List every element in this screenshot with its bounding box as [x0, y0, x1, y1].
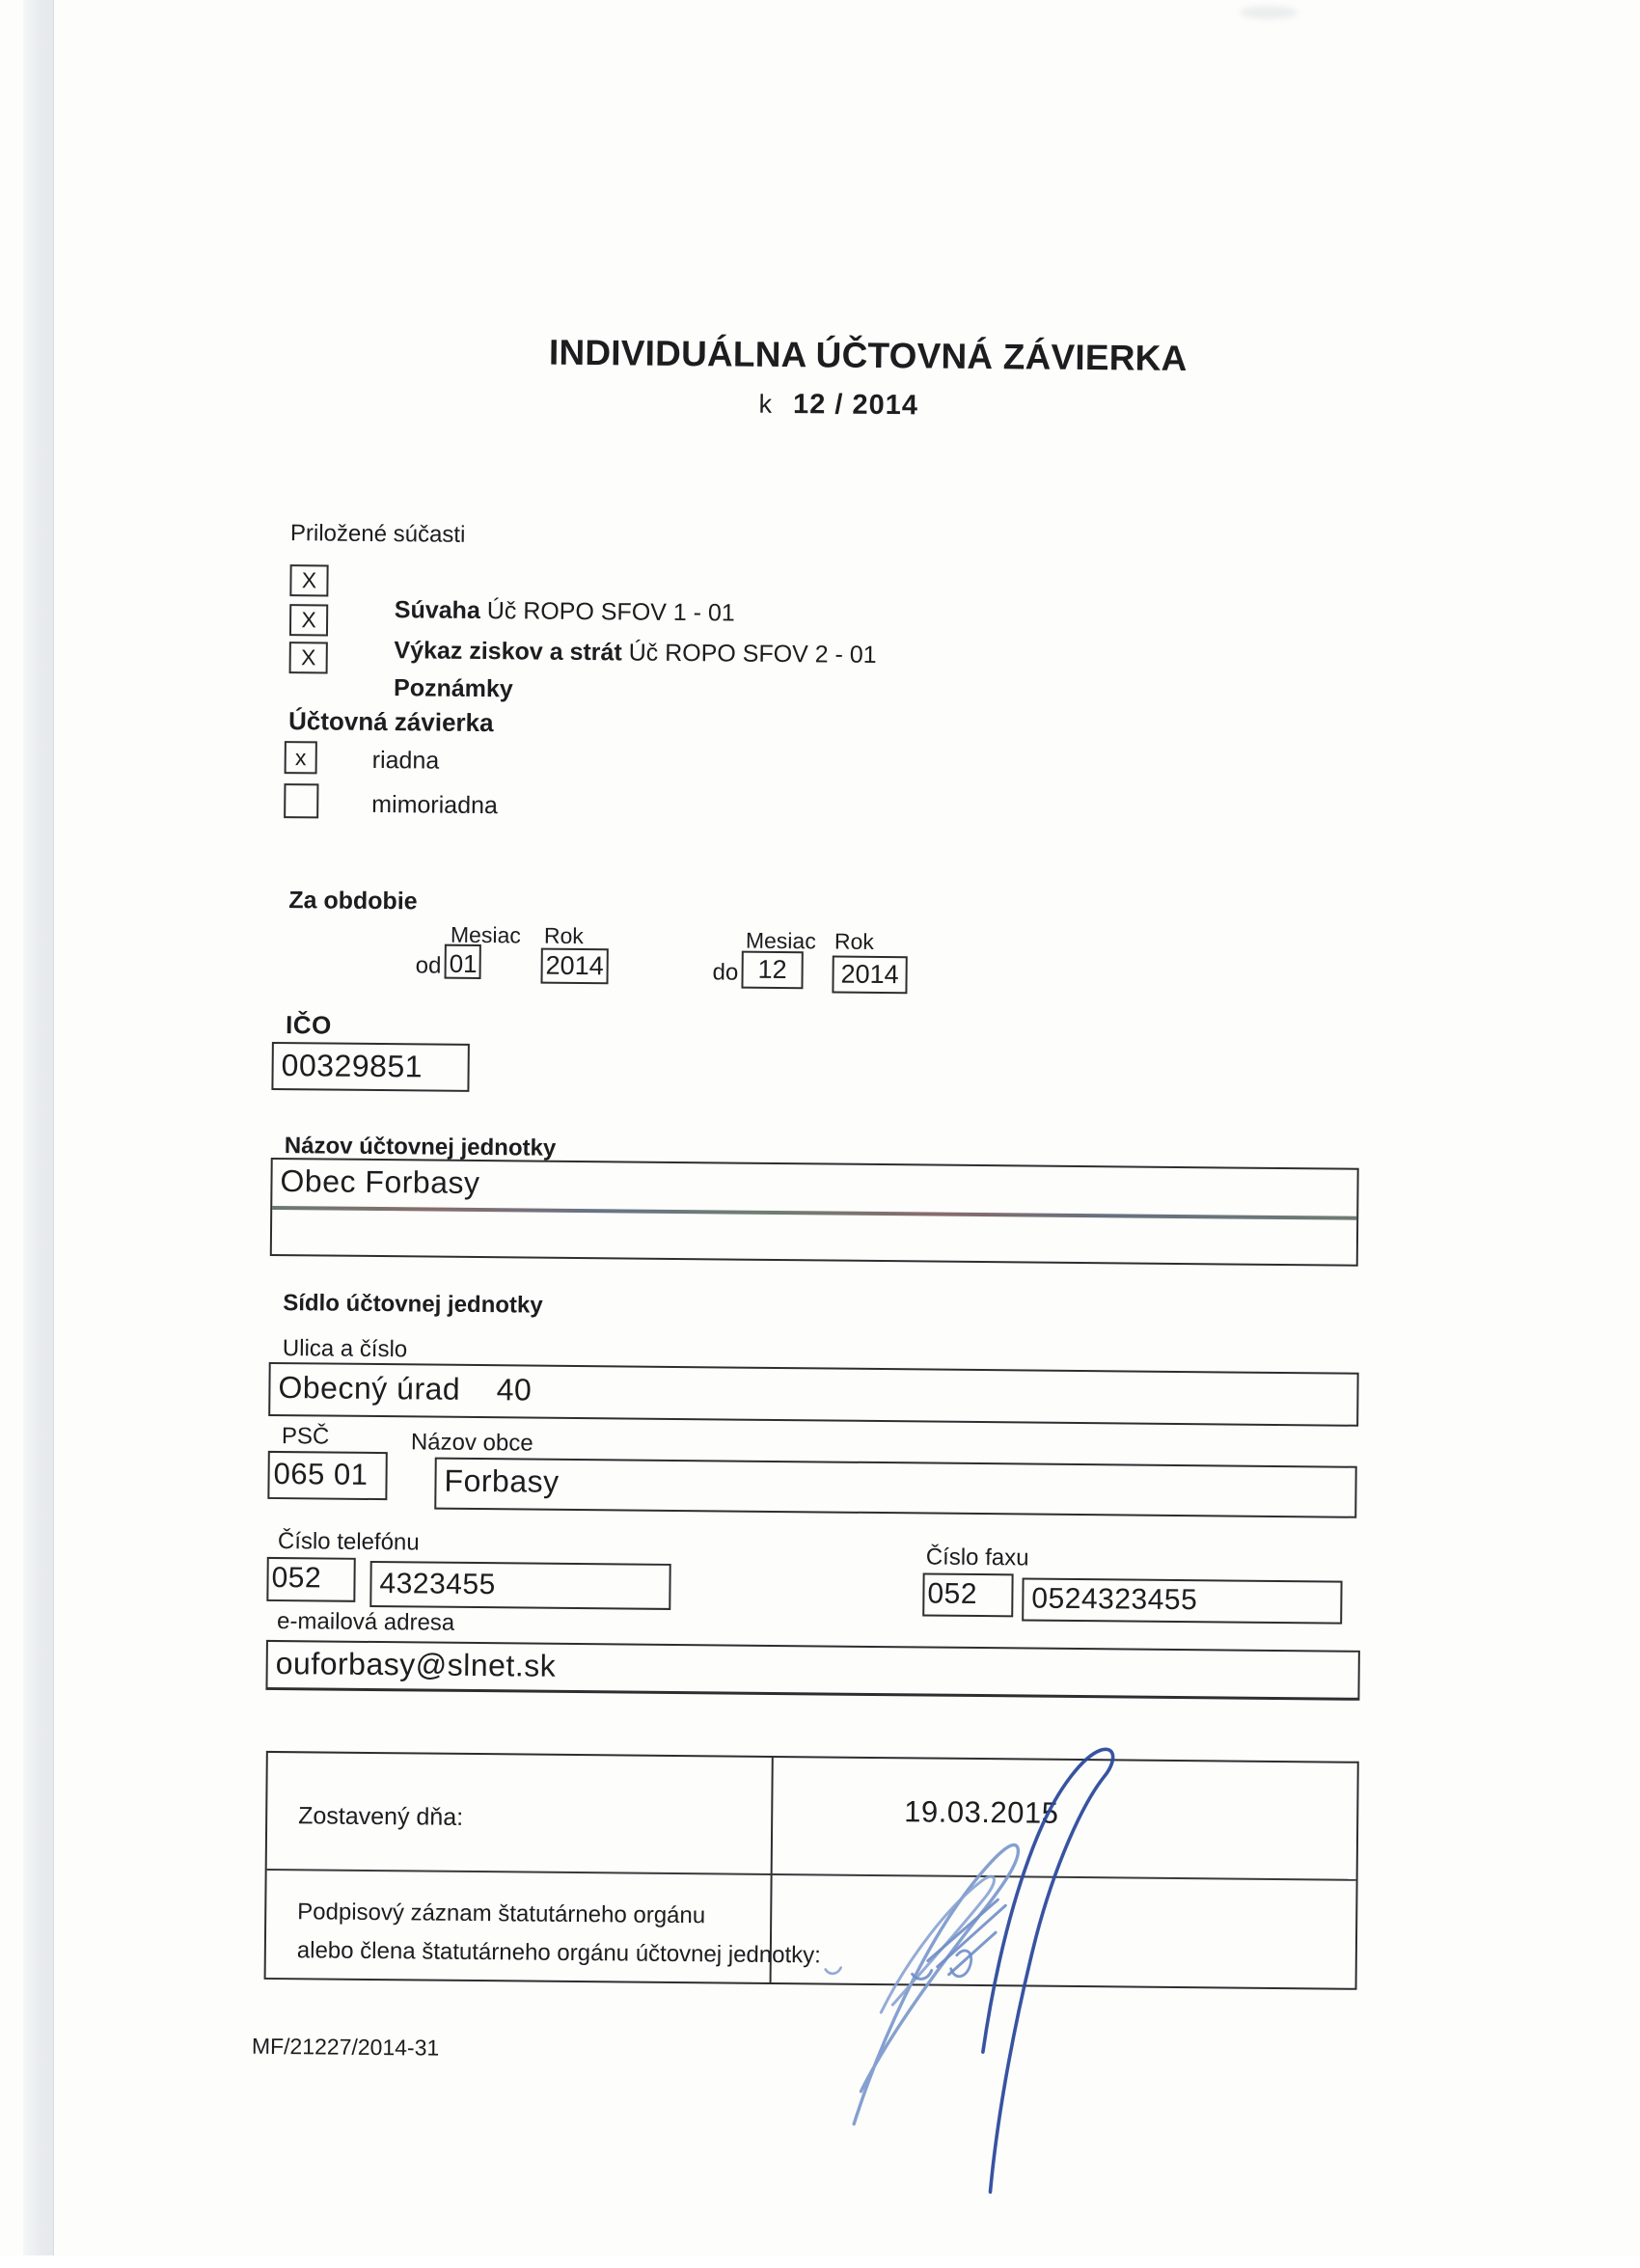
fax-prefix-value: 052: [924, 1574, 1011, 1609]
phone-number-field[interactable]: [369, 1561, 670, 1610]
period-to-month-label: Mesiac: [746, 929, 816, 954]
period-to-month-value: 12: [757, 955, 786, 985]
zip-field[interactable]: [267, 1451, 387, 1500]
phone-label: Číslo telefónu: [278, 1529, 420, 1556]
page-title: INDIVIDUÁLNA ÚČTOVNÁ ZÁVIERKA: [289, 330, 1447, 382]
period-to-month-field[interactable]: [741, 951, 803, 990]
attachment-name: Výkaz ziskov a strát: [394, 637, 622, 666]
checkbox-suvaha[interactable]: [289, 564, 328, 596]
period-value: 12 / 2014: [793, 389, 918, 421]
entity-name-field[interactable]: [270, 1158, 1359, 1267]
email-label: e-mailová adresa: [277, 1609, 454, 1636]
checkbox-poznamky-mark: X: [301, 644, 316, 670]
checkbox-vykaz[interactable]: [289, 604, 328, 636]
seat-heading: Sídlo účtovnej jednotky: [283, 1291, 543, 1319]
town-field[interactable]: [434, 1458, 1356, 1518]
checkbox-suvaha-mark: X: [302, 567, 317, 593]
ico-label: IČO: [286, 1011, 332, 1039]
period-from-year-field[interactable]: [540, 948, 608, 985]
attachment-name: Súvaha: [395, 596, 480, 624]
zip-value: 065 01: [269, 1453, 385, 1489]
email-value: ouforbasy@slnet.sk: [268, 1642, 1358, 1689]
period-from-month-label: Mesiac: [451, 923, 521, 948]
period-to-year-label: Rok: [834, 930, 874, 955]
period-to-year-field[interactable]: [832, 956, 907, 995]
period-to-label: do: [712, 960, 738, 986]
email-field[interactable]: [265, 1640, 1359, 1701]
phone-number-value: 4323455: [371, 1563, 669, 1601]
closing-type-heading: Účtovná závierka: [288, 707, 494, 737]
entity-name-line2: [272, 1212, 280, 1217]
fax-number-field[interactable]: [1022, 1577, 1342, 1624]
phone-prefix-field[interactable]: [266, 1557, 355, 1602]
fax-prefix-field[interactable]: [922, 1572, 1013, 1617]
period-prefix: k: [758, 390, 772, 419]
entity-name-line1: Obec Forbasy: [272, 1160, 1356, 1207]
town-value: Forbasy: [436, 1460, 1354, 1505]
period-from-month-field[interactable]: [445, 944, 481, 979]
signature-label-line1: Podpisový záznam štatutárneho orgánu: [297, 1899, 705, 1928]
ico-field[interactable]: [271, 1042, 469, 1092]
street-label: Ulica a číslo: [283, 1336, 408, 1363]
checkbox-mimoriadna[interactable]: [284, 783, 318, 818]
form-reference: MF/21227/2014-31: [252, 2034, 440, 2062]
fax-label: Číslo faxu: [926, 1544, 1029, 1571]
period-to-year-value: 2014: [840, 960, 898, 991]
fax-number-value: 0524323455: [1024, 1579, 1340, 1616]
zip-label: PSČ: [282, 1424, 330, 1450]
period-from-year-label: Rok: [544, 924, 584, 949]
checkbox-riadna-mark: x: [295, 745, 307, 771]
closing-option-riadna: riadna: [372, 748, 440, 775]
checkbox-vykaz-mark: X: [301, 607, 316, 633]
period-from-year-value: 2014: [545, 951, 603, 982]
period-heading: Za obdobie: [288, 888, 418, 915]
date-label: Zostavený dňa:: [298, 1803, 463, 1831]
town-label: Názov obce: [411, 1430, 533, 1457]
signature-label-line2: alebo člena štatutárneho orgánu účtovnej jednotky:: [297, 1938, 821, 1969]
closing-option-mimoriadna: mimoriadna: [371, 792, 498, 820]
signoff-table: [264, 1751, 1359, 1990]
attachments-heading: Priložené súčasti: [290, 521, 466, 548]
period-from-month-value: 01: [447, 946, 479, 979]
checkbox-riadna[interactable]: [285, 741, 317, 774]
attachment-form-code: Úč ROPO SFOV 1 - 01: [480, 597, 735, 627]
scan-fringe-line: [272, 1206, 1356, 1220]
date-value: 19.03.2015: [904, 1794, 1058, 1831]
attachment-form-code: Úč ROPO SFOV 2 - 01: [622, 639, 877, 669]
phone-prefix-value: 052: [268, 1559, 353, 1594]
street-field[interactable]: [268, 1362, 1358, 1427]
entity-name-label: Názov účtovnej jednotky: [285, 1134, 557, 1161]
ico-value: 00329851: [274, 1044, 468, 1082]
period-from-label: od: [416, 953, 442, 979]
period-subtitle: [288, 384, 1388, 426]
street-value: Obecný úrad 40: [270, 1364, 1356, 1413]
checkbox-poznamky[interactable]: [289, 642, 328, 673]
table-row-divider: [267, 1869, 1356, 1881]
attachment-name: Poznámky: [394, 674, 513, 702]
